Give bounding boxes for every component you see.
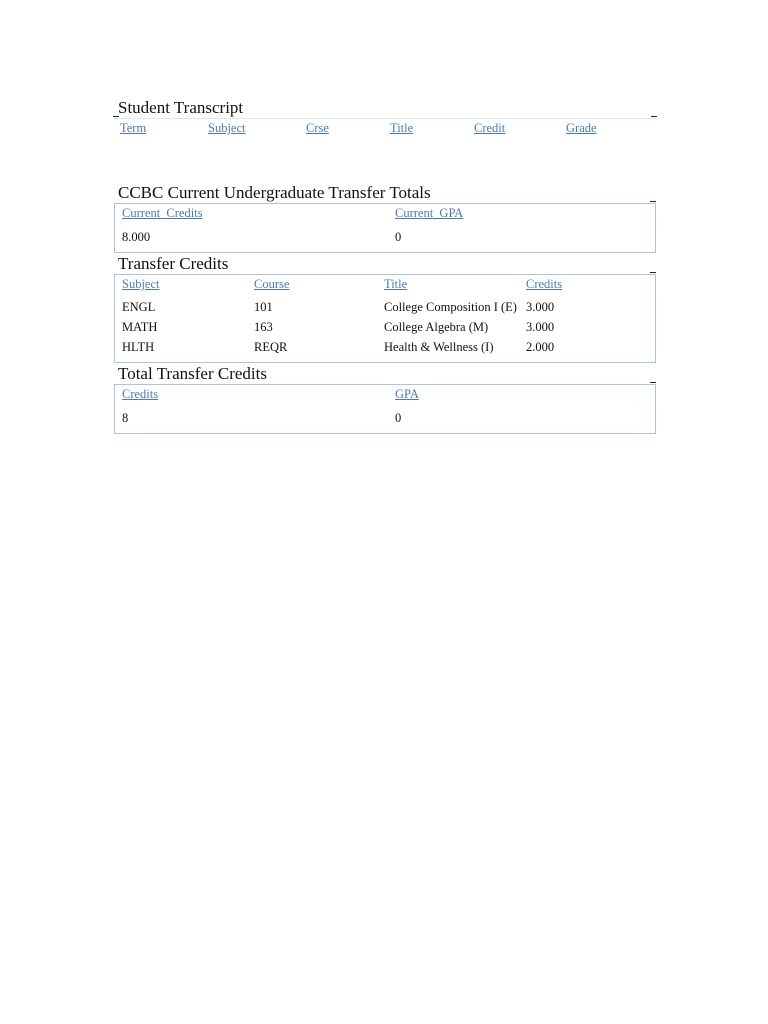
transfer-totals-section	[114, 183, 656, 253]
column-header-course[interactable]: Course	[254, 277, 290, 291]
total-gpa-value: 0	[395, 411, 402, 425]
transfer-credits-table	[114, 274, 656, 363]
corner-mark	[113, 116, 119, 117]
cell-title: College Algebra (M)	[384, 320, 489, 334]
current-credits-value: 8.000	[122, 230, 151, 244]
total-transfer-credits-table	[114, 384, 656, 434]
section-title-transfer-credits: Transfer Credits	[118, 254, 229, 273]
section-title-total-transfer-credits: Total Transfer Credits	[118, 364, 267, 383]
current-gpa-value: 0	[395, 230, 402, 244]
cell-credits: 3.000	[526, 320, 555, 334]
cell-credits: 2.000	[526, 340, 555, 354]
table-row	[115, 318, 655, 338]
column-header-subject[interactable]: Subject	[122, 277, 160, 291]
cell-subject: HLTH	[122, 340, 155, 354]
column-header-term[interactable]: Term	[120, 121, 147, 135]
corner-mark	[650, 382, 656, 383]
column-header-title[interactable]: Title	[390, 121, 414, 135]
table-row	[115, 409, 655, 429]
cell-title: College Composition I (E)	[384, 300, 517, 314]
column-header-current-credits[interactable]: Current_Credits	[122, 206, 203, 220]
total-header-row	[115, 385, 655, 405]
column-header-grade[interactable]: Grade	[566, 121, 597, 135]
cell-subject: MATH	[122, 320, 158, 334]
cell-subject: ENGL	[122, 300, 156, 314]
transcript-header-row	[114, 119, 656, 139]
section-title-transfer-totals: CCBC Current Undergraduate Transfer Totals	[118, 183, 431, 202]
section-title-student-transcript: Student Transcript	[118, 98, 244, 117]
transcript-table	[114, 118, 656, 139]
transfer-header-row	[115, 275, 655, 295]
corner-mark	[651, 116, 657, 117]
transfer-credits-section	[114, 254, 656, 363]
transfer-totals-table	[114, 203, 656, 253]
cell-title: Health & Wellness (I)	[384, 340, 494, 354]
corner-mark	[650, 201, 656, 202]
column-header-current-gpa[interactable]: Current_GPA	[395, 206, 464, 220]
column-header-credit[interactable]: Credit	[474, 121, 506, 135]
cell-course: REQR	[254, 340, 288, 354]
total-transfer-credits-section	[114, 364, 656, 434]
table-row	[115, 228, 655, 248]
corner-mark	[650, 272, 656, 273]
column-header-title[interactable]: Title	[384, 277, 408, 291]
cell-course: 101	[254, 300, 273, 314]
column-header-crse[interactable]: Crse	[306, 121, 329, 135]
table-row	[115, 298, 655, 318]
table-row	[115, 338, 655, 358]
column-header-subject[interactable]: Subject	[208, 121, 246, 135]
column-header-credits[interactable]: Credits	[526, 277, 563, 291]
cell-course: 163	[254, 320, 273, 334]
column-header-gpa[interactable]: GPA	[395, 387, 419, 401]
cell-credits: 3.000	[526, 300, 555, 314]
student-transcript-section	[114, 98, 656, 139]
column-header-credits[interactable]: Credits	[122, 387, 159, 401]
total-credits-value: 8	[122, 411, 129, 425]
totals-header-row	[115, 204, 655, 224]
